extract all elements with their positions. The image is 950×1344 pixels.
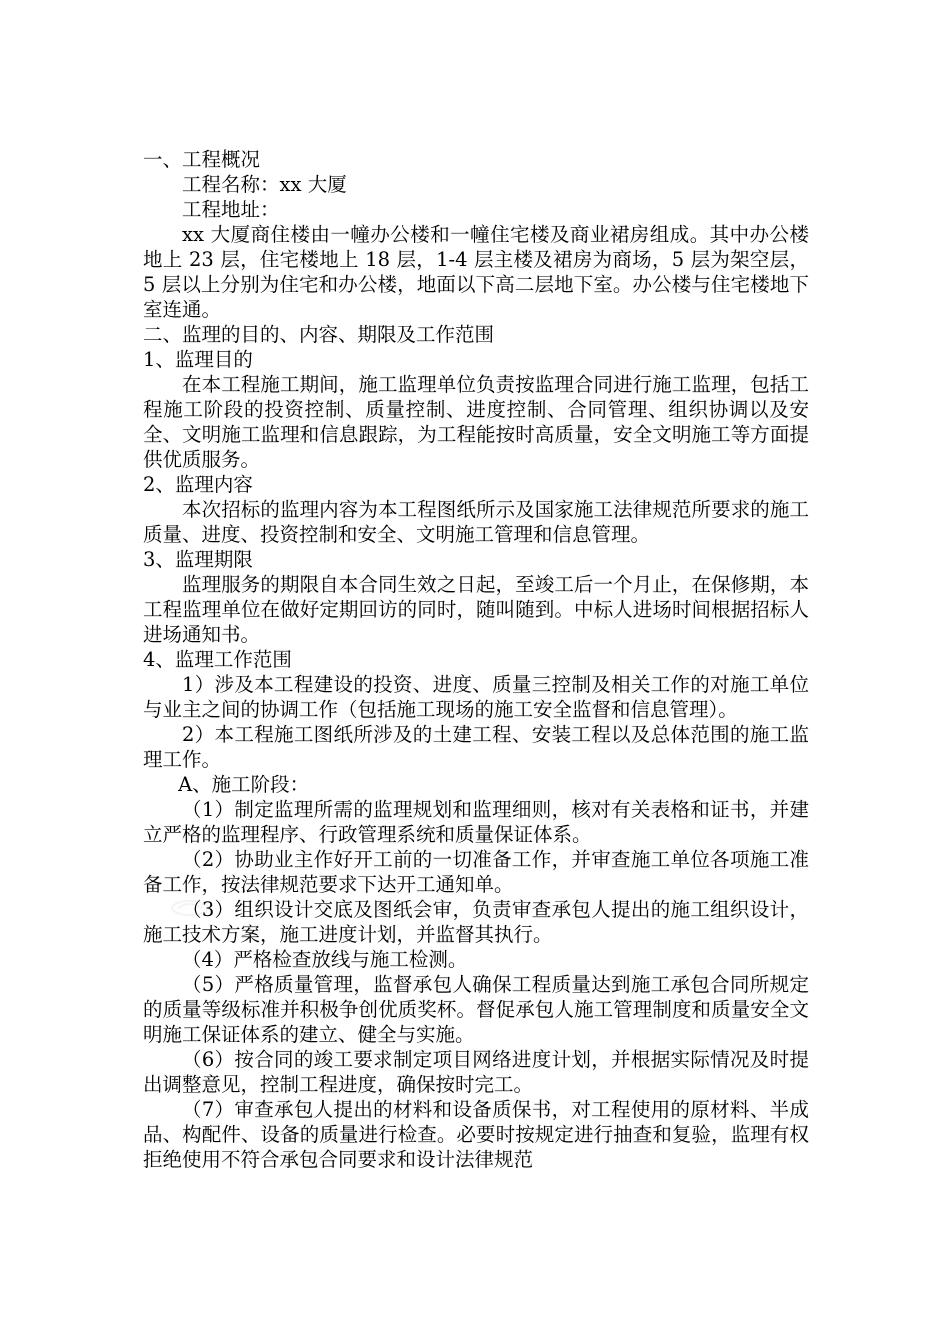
project-address: 工程地址：: [182, 198, 280, 221]
work-scope-item-1: 1）涉及本工程建设的投资、进度、质量三控制及相关工作的对施工单位与业主之间的协调工作（包括施工现场的施工安全监督和信息管理）。: [143, 673, 809, 721]
watermark-logo: [170, 898, 210, 918]
project-name: 工程名称：xx 大厦: [182, 173, 347, 196]
construction-stage-item-2: （2）协助业主作好开工前的一切准备工作，并审查施工单位各项施工准备工作，按法律规范要求下达开工通知单。: [143, 848, 809, 896]
work-scope-item-2: 2）本工程施工图纸所涉及的土建工程、安装工程以及总体范围的施工监理工作。: [143, 723, 809, 771]
document-body: [143, 147, 809, 1172]
heading-supervision-purpose: 1、监理目的: [143, 348, 253, 371]
heading-project-overview: 一、工程概况: [143, 148, 261, 171]
construction-stage-item-5: （5）严格质量管理，监督承包人确保工程质量达到施工承包合同所规定的质量等级标准并积极争创优质奖杯。督促承包人施工管理制度和质量安全文明施工保证体系的建立、健全与实施。: [143, 973, 809, 1046]
project-description: xx 大厦商住楼由一幢办公楼和一幢住宅楼及商业裙房组成。其中办公楼地上 23 层，住宅楼地上 18 层，1-4 层主楼及裙房为商场，5 层为架空层，5 层以上分别为住宅和办公楼，地面以下高二层地下室。办公楼与住宅楼地下室连通。: [143, 223, 809, 321]
heading-supervision-period: 3、监理期限: [143, 548, 253, 571]
construction-stage-item-6: （6）按合同的竣工要求制定项目网络进度计划，并根据实际情况及时提出调整意见，控制工程进度，确保按时完工。: [143, 1048, 809, 1096]
heading-supervision-content: 2、监理内容: [143, 473, 253, 496]
construction-stage-item-7: （7）审查承包人提出的材料和设备质保书，对工程使用的原材料、半成品、构配件、设备的质量进行检查。必要时按规定进行抽查和复验，监理有权拒绝使用不符合承包合同要求和设计法律规范: [143, 1098, 809, 1171]
supervision-purpose-text: 在本工程施工期间，施工监理单位负责按监理合同进行施工监理，包括工程施工阶段的投资控制、质量控制、进度控制、合同管理、组织协调以及安全、文明施工监理和信息跟踪，为工程能按时高质量，安全文明施工等方面提供优质服务。: [143, 373, 809, 471]
supervision-content-text: 本次招标的监理内容为本工程图纸所示及国家施工法律规范所要求的施工质量、进度、投资控制和安全、文明施工管理和信息管理。: [143, 498, 809, 546]
construction-stage-item-1: （1）制定监理所需的监理规划和监理细则，核对有关表格和证书，并建立严格的监理程序、行政管理系统和质量保证体系。: [143, 798, 809, 846]
heading-supervision-scope: 二、监理的目的、内容、期限及工作范围: [143, 323, 495, 346]
construction-stage-item-4: （4）严格检查放线与施工检测。: [182, 948, 468, 971]
supervision-period-text: 监理服务的期限自本合同生效之日起，至竣工后一个月止，在保修期，本工程监理单位在做好定期回访的同时，随叫随到。中标人进场时间根据招标人进场通知书。: [143, 573, 809, 646]
heading-construction-stage: A、施工阶段：: [178, 773, 310, 796]
construction-stage-item-3: （3）组织设计交底及图纸会审，负责审查承包人提出的施工组织设计，施工技术方案，施工进度计划，并监督其执行。: [143, 898, 809, 946]
heading-work-scope: 4、监理工作范围: [143, 648, 292, 671]
